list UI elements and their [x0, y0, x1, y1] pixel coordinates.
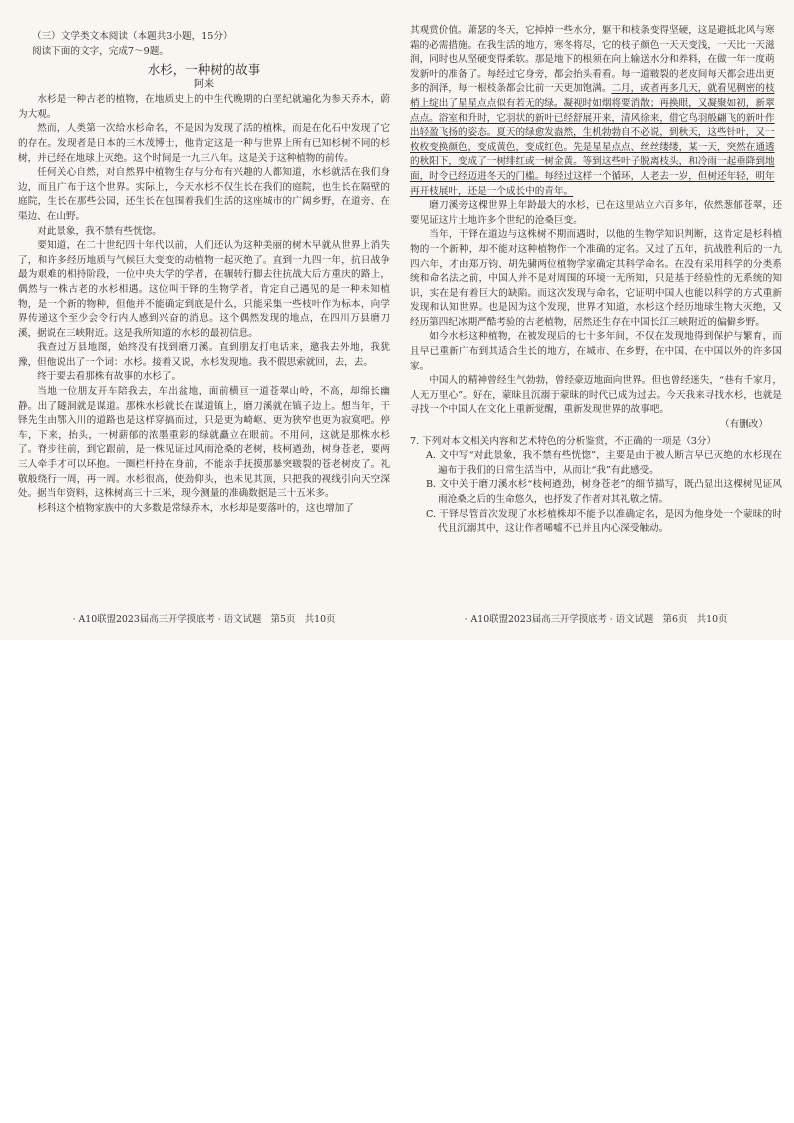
paragraph: 对此景象，我不禁有些恍惚。 — [37, 225, 162, 237]
option-b: B. 文中关于磨刀溪水杉“枝柯遒劲，树身苍老”的细节描写，既凸显出这棵树见证风雨沧桑之后的生命悠久，也抒发了作者对其礼敬之情。 — [426, 479, 782, 505]
paragraph: 磨刀溪旁这棵世界上年龄最大的水杉，已在这里站立六百多年，依然葱郁苍翠，还要见证这片土地许多个世纪的沧桑巨变。 — [410, 200, 782, 226]
paragraph: 终于要去看那株有故事的水杉了。 — [37, 371, 182, 383]
paragraph: 杉科这个植物家族中的大多数是常绿乔木，水杉却是要落叶的，这也增加了 — [37, 502, 354, 514]
paragraph: 如今水杉这种植物，在被发现后的七十多年间，不仅在发现地得到保护与繁育，而且早已重新广布到其适合生长的地方，在城市、在乡野，在中国、在中国以外的许多国家。 — [410, 331, 782, 372]
exam-page-6 — [410, 24, 782, 626]
article-author: 阿来 — [194, 79, 214, 91]
article-title: 水杉，一种树的故事 — [147, 62, 261, 78]
paragraph: 我查过万县地图，始终没有找到磨刀溪。直到朋友打电话来，邀我去外地，我犹豫，但他说出了一个词：水杉。接着又说，水杉发现地。我不假思索就回，去，去。 — [18, 342, 390, 368]
edit-note: （有删改） — [720, 419, 768, 431]
option-c: C. 干铎尽管首次发现了水杉植株却不能予以准确定名，是因为他身处一个蒙昧的时代且沉溺其中，这让作者唏嘘不已并且内心深受触动。 — [426, 508, 782, 535]
question-7: 7. 下列对本文相关内容和艺术特色的分析鉴赏，不正确的一项是（3分） — [410, 435, 717, 447]
exam-page-5 — [18, 30, 390, 626]
underlined-passage: 二月，或者再多几天，就看见稠密的枝梢上绽出了星星点点似有若无的绿。凝视时如烟将要消散；再换眼，又凝聚如初，新翠点点。浴室和升时，它羽状的新叶已经舒展开来，清风徐来，借它鸟羽般翩飞的新叶作出轻盈飞扬的姿态。夏天的绿愈发盎然，生机勃勃自不必说，到秋天，这些针叶，又一枚枚变换颜色，变成黄色，变成红色。先是星星点点、丝丝缕缕，某一天，突然在通透的秋阳下，变成了一树绯红或一树金黄。等到这些叶子脱离枝头，和冷雨一起垂降到地面，时令已经迈进冬天的门槛。每经过这样一个循环，人老去一岁，但树还年轻，明年再开枝展叶，还是一个成长中的青年。 — [410, 83, 775, 197]
paragraph: 当年，干铎在道边与这株树不期而遇时，以他的生物学知识判断，这肯定是杉科植物的一个新种，却不能对这种植物作一个准确的定名。又过了五年，抗战胜利后的一九四六年，才由郑万钧、胡先骕两位植物学家确定其科学命名。在没有采用科学的分类系统和命名法之前，中国人并不是对周围的环境一无所知，只是基于经验性的无系统的知识，实在是有着巨大的缺陷。而这次发现与命名，它证明中国人也能以科学的方式重新发现和认知世界。也是因为这个发现，世界才知道，水杉这个经历地球生物大灭绝，又经历第四纪冰期严酷考验的古老植物，居然还生存在中国长江三峡附近的偏僻乡野。 — [410, 229, 782, 328]
paragraph: 当地一位朋友开车陪我去，车出盆地，面前横亘一道苍翠山岭，不高，却绵长幽静。出了隧洞就是谋道。那株水杉就长在谋道镇上，磨刀溪就在镇子边上。想当年，干铎先生由鄂入川的道路也是这样穿搞而过，只是更为崎岖、更为狭窄也更为寂寞吧。停车，下来，抬头，一树薪郁的浓墨重彩的绿就矗立在眼前。不用问，这就是那株水杉了。脊步往前，到它跟前，是一株见证过风雨沧桑的老树，枝柯遒劲，树身苍老，要两三人牵手才可以环抱。一圈栏杆持在身前，不能亲手抚摸那暴突皲裂的苍老树皮了。礼敬般绕行一周，再一周。水杉很高，使劲仰头，也未见其顶，只把我的视线引向天空深处。据当年资料，这株树高三十三米，现今测量的准确数据是三十五米多。 — [18, 386, 390, 500]
paragraph: 水杉是一种古老的植物，在地质史上的中生代晚期的白垩纪就遍化为参天乔木，蔚为大观。 — [18, 94, 390, 120]
paragraph: 任何关心自然，对自然界中植物生存与分布有兴趣的人都知道，水杉就活在我们身边，而且广布于这个世界。实际上，今天水杉不仅生长在我们的庭院，也生长在隔壁的庭院，生长在那些公园，还生长在包围着我们生活的这座城市的广阔乡野，在道旁、在渠边、在山野。 — [18, 167, 390, 222]
paragraph: 要知道，在二十世纪四十年代以前，人们还认为这种美丽的树木早就从世界上消失了，和许多经历地质与气候巨大变变的动植物一起灭绝了。直到一九四一年，抗日战争最为艰难的相持阶段，一位中央大学的学者，在辗转行脚去往抗战大后方重庆的路上，偶然与一株古老的水杉相遇。这位叫干铎的生物学者，肯定自己遇见的是一种未知植物，是一个新的物种，但他并不能确定到底是什么，只能采集一些枝叶作为标本，向学界传递这个至少会令行内人感到兴奋的消息。这个偶然发现的地点，在四川万县磨刀溪，据说在三峡附近。这是我所知道的水杉的最初信息。 — [18, 240, 390, 339]
paragraph: 然而，人类第一次给水杉命名，不是因为发现了活的植株，而是在化石中发现了它的存在。发现者是日本的三木茂博士，他肯定这是一种与世界上所有已知杉树不同的杉树，并已经在地球上灭绝。这个时间是一九三八年。这是关于这种植物的前传。 — [18, 123, 390, 164]
paragraph: 中国人的精神曾经生气勃勃，曾经豪迈地面向世界。但也曾经迷失，“巷有千家月，人无万里心”。好在，蒙昧且沉溺于蒙昧的时代已成为过去。今天我来寻找水杉，也就是寻找一个中国人在文化上重新觉醒，重新发现世界的故事吧。 — [410, 375, 782, 416]
continued-paragraph — [410, 24, 782, 199]
continued-text: 其观赏价值。萧瑟的冬天，它掉掉一些水分，躯干和枝条变得坚硬，这是避抵北风与寒霜的必需措施。在我生活的地方，寒冬将尽，它的枝子颜色一天天变浅，一天比一天滋润，同时也从坚硬变得柔软。那是地下的根须在向上输送水分和养料，在做一年一度萌发新叶的准备了。每经过它身旁，都会抬头看看。每一道皲裂的老皮间每天都会进出更多的润泽，每一根枝条都会比前一天更加饱满。 — [410, 25, 775, 95]
page-footer-right: · A10联盟2023届高三开学摸底考 · 语文试题 第6页 共10页 — [464, 614, 728, 625]
option-a: A. 文中写“对此景象，我不禁有些恍惚”，主要是由于被人断言早已灭绝的水杉现在遍布于我们的日常生活当中，从而让“我”有此感受。 — [426, 450, 782, 476]
instruction: 阅读下面的文字，完成7～9题。 — [32, 45, 169, 57]
section-heading: （三）文学类文本阅读（本题共3小题，15分） — [32, 31, 233, 42]
page-footer-left: · A10联盟2023届高三开学摸底考 · 语文试题 第5页 共10页 — [72, 614, 336, 625]
